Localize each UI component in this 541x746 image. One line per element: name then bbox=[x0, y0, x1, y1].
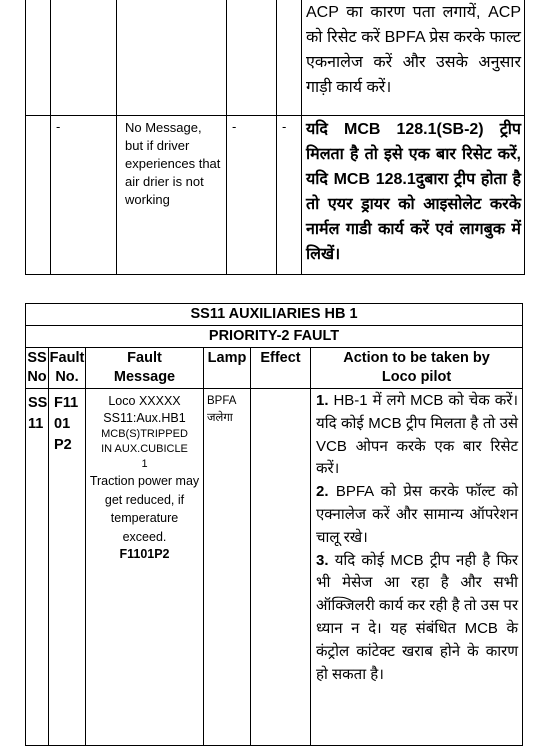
fault-code-line: P2 bbox=[54, 437, 72, 453]
fault-code-line: F11 bbox=[54, 395, 79, 411]
top-fault-table bbox=[25, 0, 525, 275]
effect-text: - bbox=[282, 119, 287, 134]
header-action bbox=[311, 348, 523, 389]
header-lamp bbox=[204, 348, 251, 389]
cell-lamp bbox=[227, 116, 277, 275]
header-text: Effect bbox=[260, 350, 301, 366]
table-row bbox=[26, 0, 525, 116]
message-line: Loco XXXXX bbox=[108, 394, 181, 408]
header-text: Fault bbox=[49, 350, 85, 366]
cell-action bbox=[302, 0, 525, 116]
cell-ss bbox=[26, 0, 51, 116]
message-line: Traction power may get reduced, if temperature exceed. bbox=[89, 474, 200, 544]
lamp-line: जलेगा bbox=[207, 412, 233, 424]
ss-code-line: SS bbox=[28, 395, 48, 411]
action-list bbox=[311, 389, 522, 688]
cell-message bbox=[117, 0, 227, 116]
action-item bbox=[316, 392, 518, 477]
cell-effect bbox=[277, 116, 302, 275]
action-text: HB-1 में लगे MCB को चेक करें। यदि कोई MCB ट्रीप मिलता है तो उसे VCB ओपन करके एक बार रिसेट करें। bbox=[316, 392, 519, 478]
fault-no-text: - bbox=[56, 119, 61, 134]
header-fault-no bbox=[49, 348, 86, 389]
cell-ss bbox=[26, 116, 51, 275]
cell-effect bbox=[277, 0, 302, 116]
cell-lamp bbox=[227, 0, 277, 116]
ss-code-line: 11 bbox=[28, 416, 44, 432]
header-text: Lamp bbox=[207, 350, 247, 366]
action-number: 1. bbox=[316, 392, 329, 409]
action-item bbox=[316, 483, 518, 546]
cell-message bbox=[117, 116, 227, 275]
action-number: 2. bbox=[316, 483, 329, 501]
cell-fault-no bbox=[51, 116, 117, 275]
header-fault-message bbox=[86, 348, 204, 389]
priority-label: PRIORITY-2 FAULT bbox=[26, 326, 523, 348]
cell-fault-no bbox=[49, 389, 86, 746]
action-text: ACP का कारण पता लगायें, ACP को रिसेट करें BPFA प्रेस करके फाल्ट एकनालेज करें और उसके अनुसार गाड़ी कार्य करें। bbox=[306, 4, 521, 96]
table-title-row bbox=[26, 304, 523, 326]
header-ss-no bbox=[26, 348, 49, 389]
cell-ss bbox=[26, 389, 49, 746]
cell-action bbox=[311, 389, 523, 746]
message-line: 1 bbox=[141, 458, 148, 470]
fault-code bbox=[49, 389, 85, 456]
message-line: IN AUX.CUBICLE bbox=[101, 443, 188, 455]
table-title: SS11 AUXILIARIES HB 1 bbox=[26, 304, 523, 326]
ss11-fault-table bbox=[25, 303, 523, 746]
fault-message bbox=[86, 389, 203, 563]
action-number: 3. bbox=[316, 551, 329, 569]
ss-code bbox=[26, 389, 48, 435]
header-text: Message bbox=[113, 369, 176, 385]
header-text: No bbox=[27, 369, 47, 385]
cell-fault-no bbox=[51, 0, 117, 116]
fault-message-text: No Message, but if driver experiences that air drier is not working bbox=[125, 120, 221, 207]
table-row bbox=[26, 116, 525, 275]
lamp-line: BPFA bbox=[207, 395, 237, 407]
message-line: MCB(S)TRIPPED bbox=[101, 428, 188, 440]
cell-message bbox=[86, 389, 204, 746]
header-effect bbox=[251, 348, 311, 389]
header-text: Action to be taken by bbox=[343, 350, 490, 366]
action-item bbox=[316, 552, 518, 683]
fault-code-line: 01 bbox=[54, 416, 71, 432]
message-line: SS11:Aux.HB1 bbox=[103, 411, 186, 425]
message-code: F1101P2 bbox=[119, 547, 170, 561]
action-text: यदि कोई MCB ट्रीप नही है फिर भी मेसेज आ रहा है और सभी ऑक्जिलरी कार्य कर रही है तो उस पर ध्यान न दे। यह संबंधित MCB के कंट्रोल कांटेक्ट खराब होने के कारण हो सकता है। bbox=[316, 551, 519, 683]
lamp-text bbox=[204, 389, 250, 427]
table-row bbox=[26, 389, 523, 746]
cell-effect bbox=[251, 389, 311, 746]
header-text: Loco pilot bbox=[381, 369, 452, 385]
header-text: Fault bbox=[127, 350, 162, 366]
action-text: यदि MCB 128.1(SB-2) ट्रीप मिलता है तो इसे एक बार रिसेट करें, यदि MCB 128.1दुबारा ट्रीप होता है तो एयर ड्रायर को आइसोलेट करके नार्मल गाडी कार्य करें एवं लागबुक में लिखें। bbox=[306, 121, 521, 263]
cell-action bbox=[302, 116, 525, 275]
lamp-text: - bbox=[232, 119, 237, 134]
header-row bbox=[26, 348, 523, 389]
header-text: No. bbox=[55, 369, 79, 385]
priority-row bbox=[26, 326, 523, 348]
action-text: BPFA को प्रेस करके फॉल्ट को एक्नालेज करें और सामान्य ऑपरेशन चालू रखे। bbox=[316, 483, 519, 546]
cell-lamp bbox=[204, 389, 251, 746]
header-text: SS bbox=[27, 350, 47, 366]
